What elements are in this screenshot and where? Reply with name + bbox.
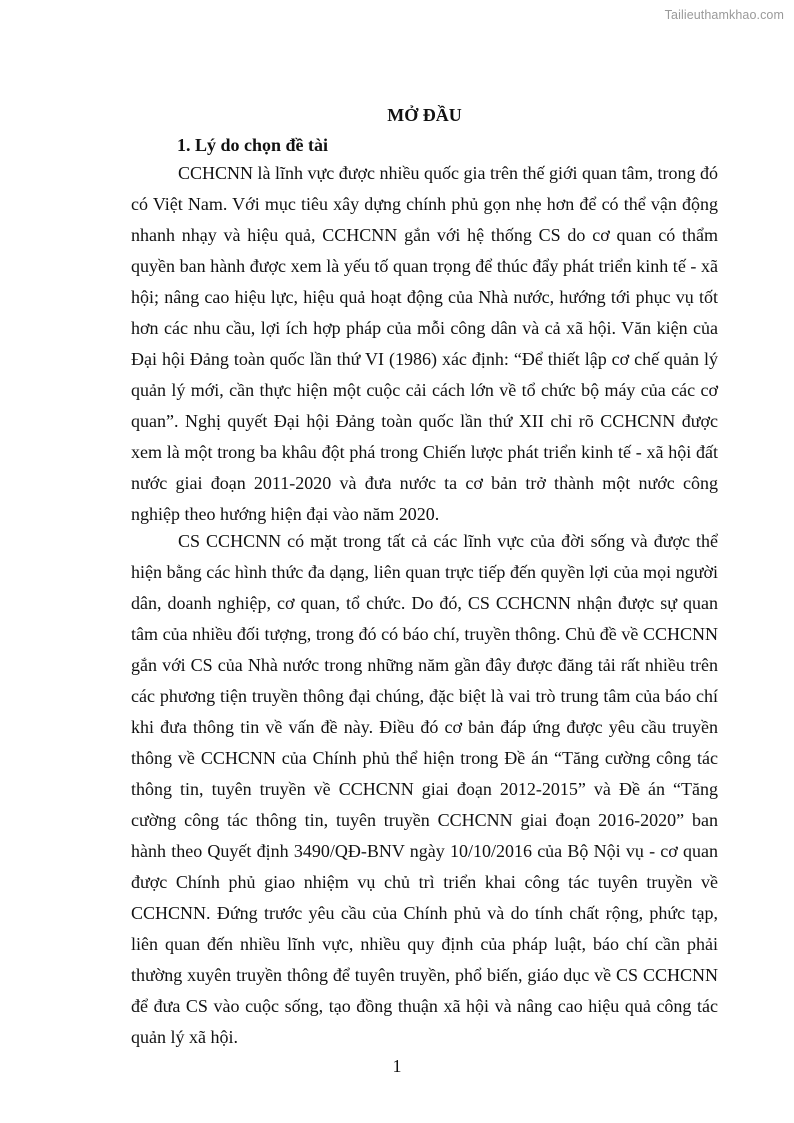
body-paragraph: CCHCNN là lĩnh vực được nhiều quốc gia trên thế giới quan tâm, trong đó có Việt Nam. Với mục tiêu xây dựng chính phủ gọn nhẹ hơn để có thể vận động nhanh nhạy và hiệu quả, CCHCNN gắn với hệ thống CS do cơ quan có thẩm quyền ban hành được xem là yếu tố quan trọng để thúc đẩy phát triển kinh tế - xã hội; nâng cao hiệu lực, hiệu quả hoạt động của Nhà nước, hướng tới phục vụ tốt hơn các nhu cầu, lợi ích hợp pháp của mỗi công dân và cả xã hội. Văn kiện của Đại hội Đảng toàn quốc lần thứ VI (1986) xác định: “Để thiết lập cơ chế quản lý quản lý mới, cần thực hiện một cuộc cải cách lớn về tổ chức bộ máy của các cơ quan”. Nghị quyết Đại hội Đảng toàn quốc lần thứ XII chỉ rõ CCHCNN được xem là một trong ba khâu đột phá trong Chiến lược phát triển kinh tế - xã hội đất nước giai đoạn 2011-2020 và đưa nước ta cơ bản trở thành một nước công nghiệp theo hướng hiện đại vào năm 2020.: [131, 163, 718, 524]
page-number: 1: [392, 1056, 402, 1076]
watermark-text: Tailieuthamkhao.com: [664, 8, 784, 22]
page-heading: MỞ ĐẦU: [387, 105, 462, 125]
body-paragraph: CS CCHCNN có mặt trong tất cả các lĩnh vực của đời sống và được thể hiện bằng các hình thức đa dạng, liên quan trực tiếp đến quyền lợi của mọi người dân, doanh nghiệp, cơ quan, tổ chức. Do đó, CS CCHCNN nhận được sự quan tâm của nhiều đối tượng, trong đó có báo chí, truyền thông. Chủ đề về CCHCNN gắn với CS của Nhà nước trong những năm gần đây được đăng tải rất nhiều trên các phương tiện truyền thông đại chúng, đặc biệt là vai trò trung tâm của báo chí khi đưa thông tin về vấn đề này. Điều đó cơ bản đáp ứng được yêu cầu truyền thông về CCHCNN của Chính phủ thể hiện trong Đề án “Tăng cường công tác thông tin, tuyên truyền về CCHCNN giai đoạn 2012-2015” và Đề án “Tăng cường công tác thông tin, tuyên truyền CCHCNN giai đoạn 2016-2020” ban hành theo Quyết định 3490/QĐ-BNV ngày 10/10/2016 của Bộ Nội vụ - cơ quan được Chính phủ giao nhiệm vụ chủ trì triển khai công tác tuyên truyền về CCHCNN. Đứng trước yêu cầu của Chính phủ và do tính chất rộng, phức tạp, liên quan đến nhiều lĩnh vực, nhiều quy định của pháp luật, báo chí cần phải thường xuyên truyền thông để tuyên truyền, phổ biến, giáo dục về CS CCHCNN để đưa CS vào cuộc sống, tạo đồng thuận xã hội và nâng cao hiệu quả công tác quản lý xã hội.: [131, 531, 718, 1047]
section-title: 1. Lý do chọn đề tài: [177, 135, 329, 155]
